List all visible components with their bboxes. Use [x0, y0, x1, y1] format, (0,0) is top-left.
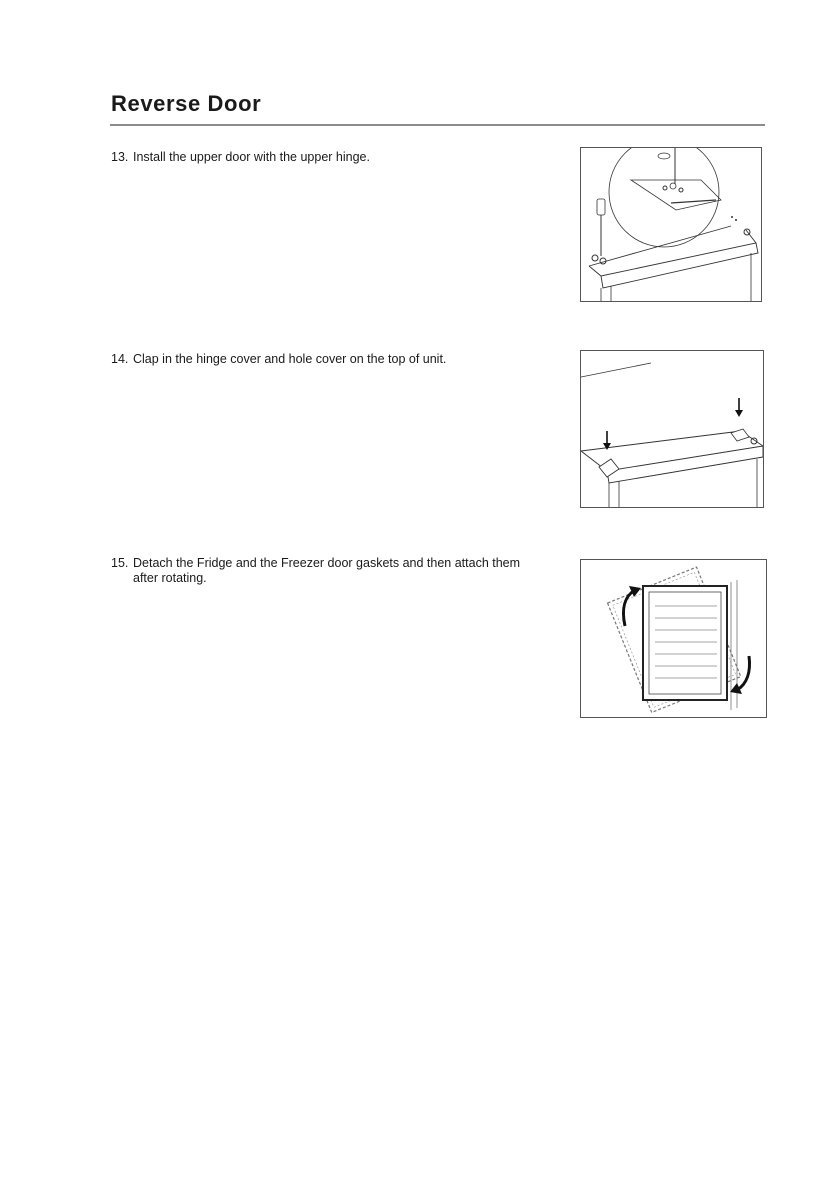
hinge-cover-illustration: [581, 351, 763, 507]
hinge-cover-figure: [580, 350, 764, 508]
step-15: [111, 556, 551, 586]
step-number: 13.: [111, 150, 129, 164]
step-text-continued: after rotating.: [133, 571, 207, 585]
step-number: 14.: [111, 352, 129, 366]
title-divider: [110, 124, 765, 126]
page-title: Reverse Door: [111, 91, 262, 116]
step-text: Detach the Fridge and the Freezer door gaskets and then attach them: [133, 556, 521, 570]
step-13: [111, 150, 551, 165]
door-gasket-rotate-figure: [580, 559, 767, 718]
step-number: 15.: [111, 556, 129, 570]
step-14: [111, 352, 551, 367]
upper-hinge-install-figure: [580, 147, 762, 302]
step-text: Install the upper door with the upper hinge.: [133, 150, 370, 164]
upper-hinge-illustration: [581, 148, 761, 301]
door-gasket-illustration: [581, 560, 766, 717]
step-text: Clap in the hinge cover and hole cover on the top of unit.: [133, 352, 447, 366]
